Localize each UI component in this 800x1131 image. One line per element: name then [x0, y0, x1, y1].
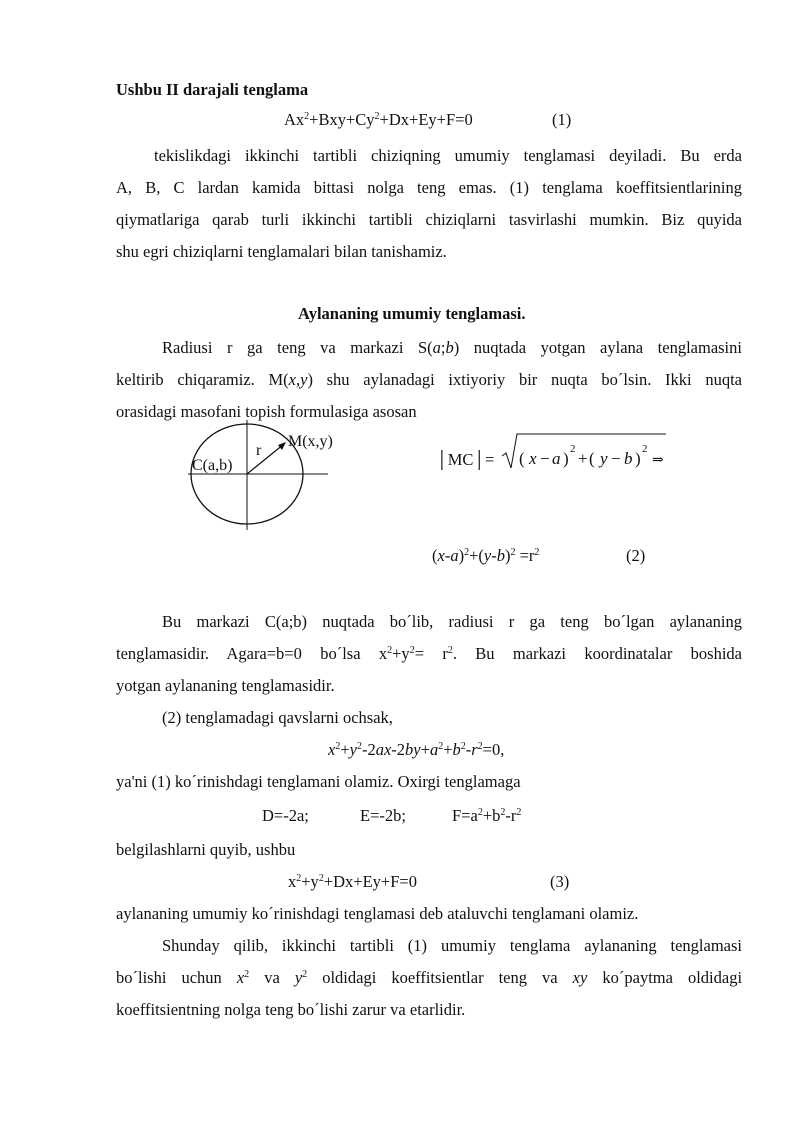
eq1-sup: 2: [374, 111, 380, 122]
text-run: keltirib chiqaramiz. M(: [116, 370, 289, 389]
eq1-part: +Bxy+Cy: [309, 110, 375, 129]
formula-text: 2: [642, 443, 648, 455]
text-run: ): [458, 546, 465, 565]
text-run: x: [288, 370, 296, 389]
text-run: ) shu aylanadagi ixtiyoriy bir nuqta bo´lsin. Ikki nuqta: [307, 370, 742, 389]
text-run: 2: [387, 645, 393, 656]
para2-line: [162, 338, 742, 358]
text-run: 2: [356, 741, 362, 752]
def-d: D=-2a;: [262, 806, 309, 825]
text-run: =r: [515, 546, 535, 565]
text-run: 2: [302, 969, 308, 980]
para3-line: [116, 644, 742, 664]
text-run: -: [465, 740, 472, 759]
text-run: 2: [464, 547, 470, 558]
text-run: . Bu markazi koordinatalar boshida: [452, 644, 742, 663]
para7: aylananing umumiy ko´rinishdagi tenglamasi deb ataluvchi tenglamani olamiz.: [116, 904, 639, 923]
text-run: 2: [477, 741, 483, 752]
text-run: 2: [438, 741, 444, 752]
formula-text: (: [589, 449, 595, 468]
text-run: -2: [391, 740, 406, 759]
text-run: =0,: [482, 740, 505, 759]
text-run: y: [300, 370, 308, 389]
para2-line: [116, 370, 742, 390]
text-run: +b: [482, 806, 501, 825]
text-run: 2: [516, 807, 522, 818]
point-m-label: M(x,y): [288, 433, 333, 450]
formula-text: ): [635, 449, 641, 468]
text-run: y: [349, 740, 357, 759]
equation-3: [288, 872, 417, 892]
text-run: 2: [460, 741, 466, 752]
text-run: 2: [500, 807, 506, 818]
formula-text: a: [552, 449, 561, 468]
formula-text: (: [519, 449, 525, 468]
text-run: x: [437, 546, 445, 565]
formula-text: y: [600, 449, 608, 468]
arrow-head-icon: [278, 442, 286, 450]
text-run: +y: [392, 644, 410, 663]
text-run: a: [429, 740, 439, 759]
text-run: 2: [534, 547, 540, 558]
formula-text: 2: [570, 443, 576, 455]
equation-1: [284, 110, 473, 130]
text-run: ;: [440, 338, 446, 357]
formula-text: −: [611, 449, 621, 468]
text-run: +y: [301, 872, 319, 891]
text-run: y: [483, 546, 492, 565]
text-run: 2: [318, 873, 324, 884]
text-run: -2: [361, 740, 376, 759]
text-run: b: [496, 546, 505, 565]
text-run: 2: [477, 807, 483, 818]
para1-line: qiymatlariga qarab turli ikkinchi tartibli chiziqlarni tasvirlashi mumkin. Biz quyida: [116, 210, 742, 229]
equation-2-number: (2): [626, 546, 646, 565]
text-run: x: [288, 872, 297, 891]
text-run: F=a: [452, 806, 478, 825]
distance-lhs: │MC│=: [436, 450, 495, 469]
text-run: -r: [505, 806, 517, 825]
para6: belgilashlarni quyib, ushbu: [116, 840, 296, 859]
def-e: E=-2b;: [360, 806, 406, 825]
text-run: 2: [244, 969, 250, 980]
equation-1-number: (1): [552, 110, 572, 129]
text-run: x: [328, 740, 336, 759]
text-run: Radiusi r ga teng va markazi S(: [162, 338, 433, 357]
text-run: ) nuqtada yotgan aylana tenglamasini: [453, 338, 742, 357]
equation-3-number: (3): [550, 872, 570, 891]
text-run: 2: [409, 645, 415, 656]
text-run: tenglamasidir. Agara=b=0 bo´lsa: [116, 644, 361, 663]
circle-figure: [180, 418, 350, 532]
equation-expanded: [328, 740, 504, 760]
implies-icon: ⇒: [652, 453, 664, 468]
para1-line: shu egri chiziqlarni tenglamalari bilan tanishamiz.: [116, 242, 447, 261]
para8-line: Shunday qilib, ikkinchi tartibli (1) umumiy tenglama aylananing tenglamasi: [162, 936, 742, 955]
text-run: a: [450, 546, 459, 565]
para2-line: orasidagi masofani topish formulasiga asosan: [116, 402, 417, 421]
text-run: x: [378, 644, 388, 663]
para3-line: yotgan aylananing tenglamasidir.: [116, 676, 335, 695]
eq1-part: +Dx+Ey+F=0: [379, 110, 473, 129]
formula-text: −: [540, 449, 550, 468]
text-run: x: [236, 968, 245, 987]
radius-line: [247, 444, 284, 474]
formula-text: +: [578, 449, 588, 468]
text-run: +Dx+Ey+F=0: [323, 872, 417, 891]
text-run: 2: [335, 741, 341, 752]
para1-line: tekislikdagi ikkinchi tartibli chiziqning umumiy tenglamasi deyiladi. Bu erda: [154, 146, 742, 165]
text-run: y: [294, 968, 303, 987]
eq1-sup: 2: [304, 111, 310, 122]
text-run: ax: [375, 740, 392, 759]
para1-line: A, B, C lardan kamida bittasi nolga teng emas. (1) tenglama koeffitsientlarining: [116, 178, 742, 197]
para8-line: [116, 968, 742, 988]
text-run: +: [340, 740, 350, 759]
distance-formula: [500, 426, 670, 472]
text-run: ko´paytma oldidagi: [602, 968, 743, 987]
text-run: bo´lishi uchun: [116, 968, 222, 987]
text-run: 2: [510, 547, 516, 558]
text-run: 2: [447, 645, 453, 656]
intro-heading: Ushbu II darajali tenglama: [116, 80, 309, 99]
text-run: +: [420, 740, 430, 759]
formula-text: x: [529, 449, 537, 468]
eq1-part: Ax: [284, 110, 305, 129]
text-run: b: [452, 740, 461, 759]
text-run: +: [443, 740, 453, 759]
text-run: a: [432, 338, 441, 357]
text-run: +(: [469, 546, 484, 565]
section-heading: Aylananing umumiy tenglamasi.: [298, 304, 526, 323]
text-run: 2: [296, 873, 302, 884]
equation-2: [432, 546, 539, 566]
para5: ya'ni (1) ko´rinishdagi tenglamani olamiz. Oxirgi tenglamaga: [116, 772, 521, 791]
text-run: oldidagi koeffitsientlar teng va: [322, 968, 558, 987]
radius-label: r: [256, 442, 262, 459]
text-run: -: [491, 546, 497, 565]
para3-line: Bu markazi C(a;b) nuqtada bo´lib, radiusi r ga teng bo´lgan aylananing: [162, 612, 742, 631]
center-label: C(a,b): [192, 457, 233, 474]
formula-text: ): [563, 449, 569, 468]
text-run: ): [504, 546, 511, 565]
text-run: r: [471, 740, 478, 759]
text-run: by: [405, 740, 421, 759]
text-run: xy: [572, 968, 588, 987]
para4: (2) tenglamadagi qavslarni ochsak,: [162, 708, 393, 727]
def-f: [452, 806, 521, 826]
text-run: b: [445, 338, 454, 357]
text-run: (: [432, 546, 438, 565]
text-run: ,: [295, 370, 301, 389]
formula-text: b: [624, 449, 633, 468]
text-run: = r: [414, 644, 448, 663]
text-run: -: [444, 546, 451, 565]
para8-line: koeffitsientning nolga teng bo´lishi zarur va etarlidir.: [116, 1000, 466, 1019]
text-run: va: [264, 968, 280, 987]
